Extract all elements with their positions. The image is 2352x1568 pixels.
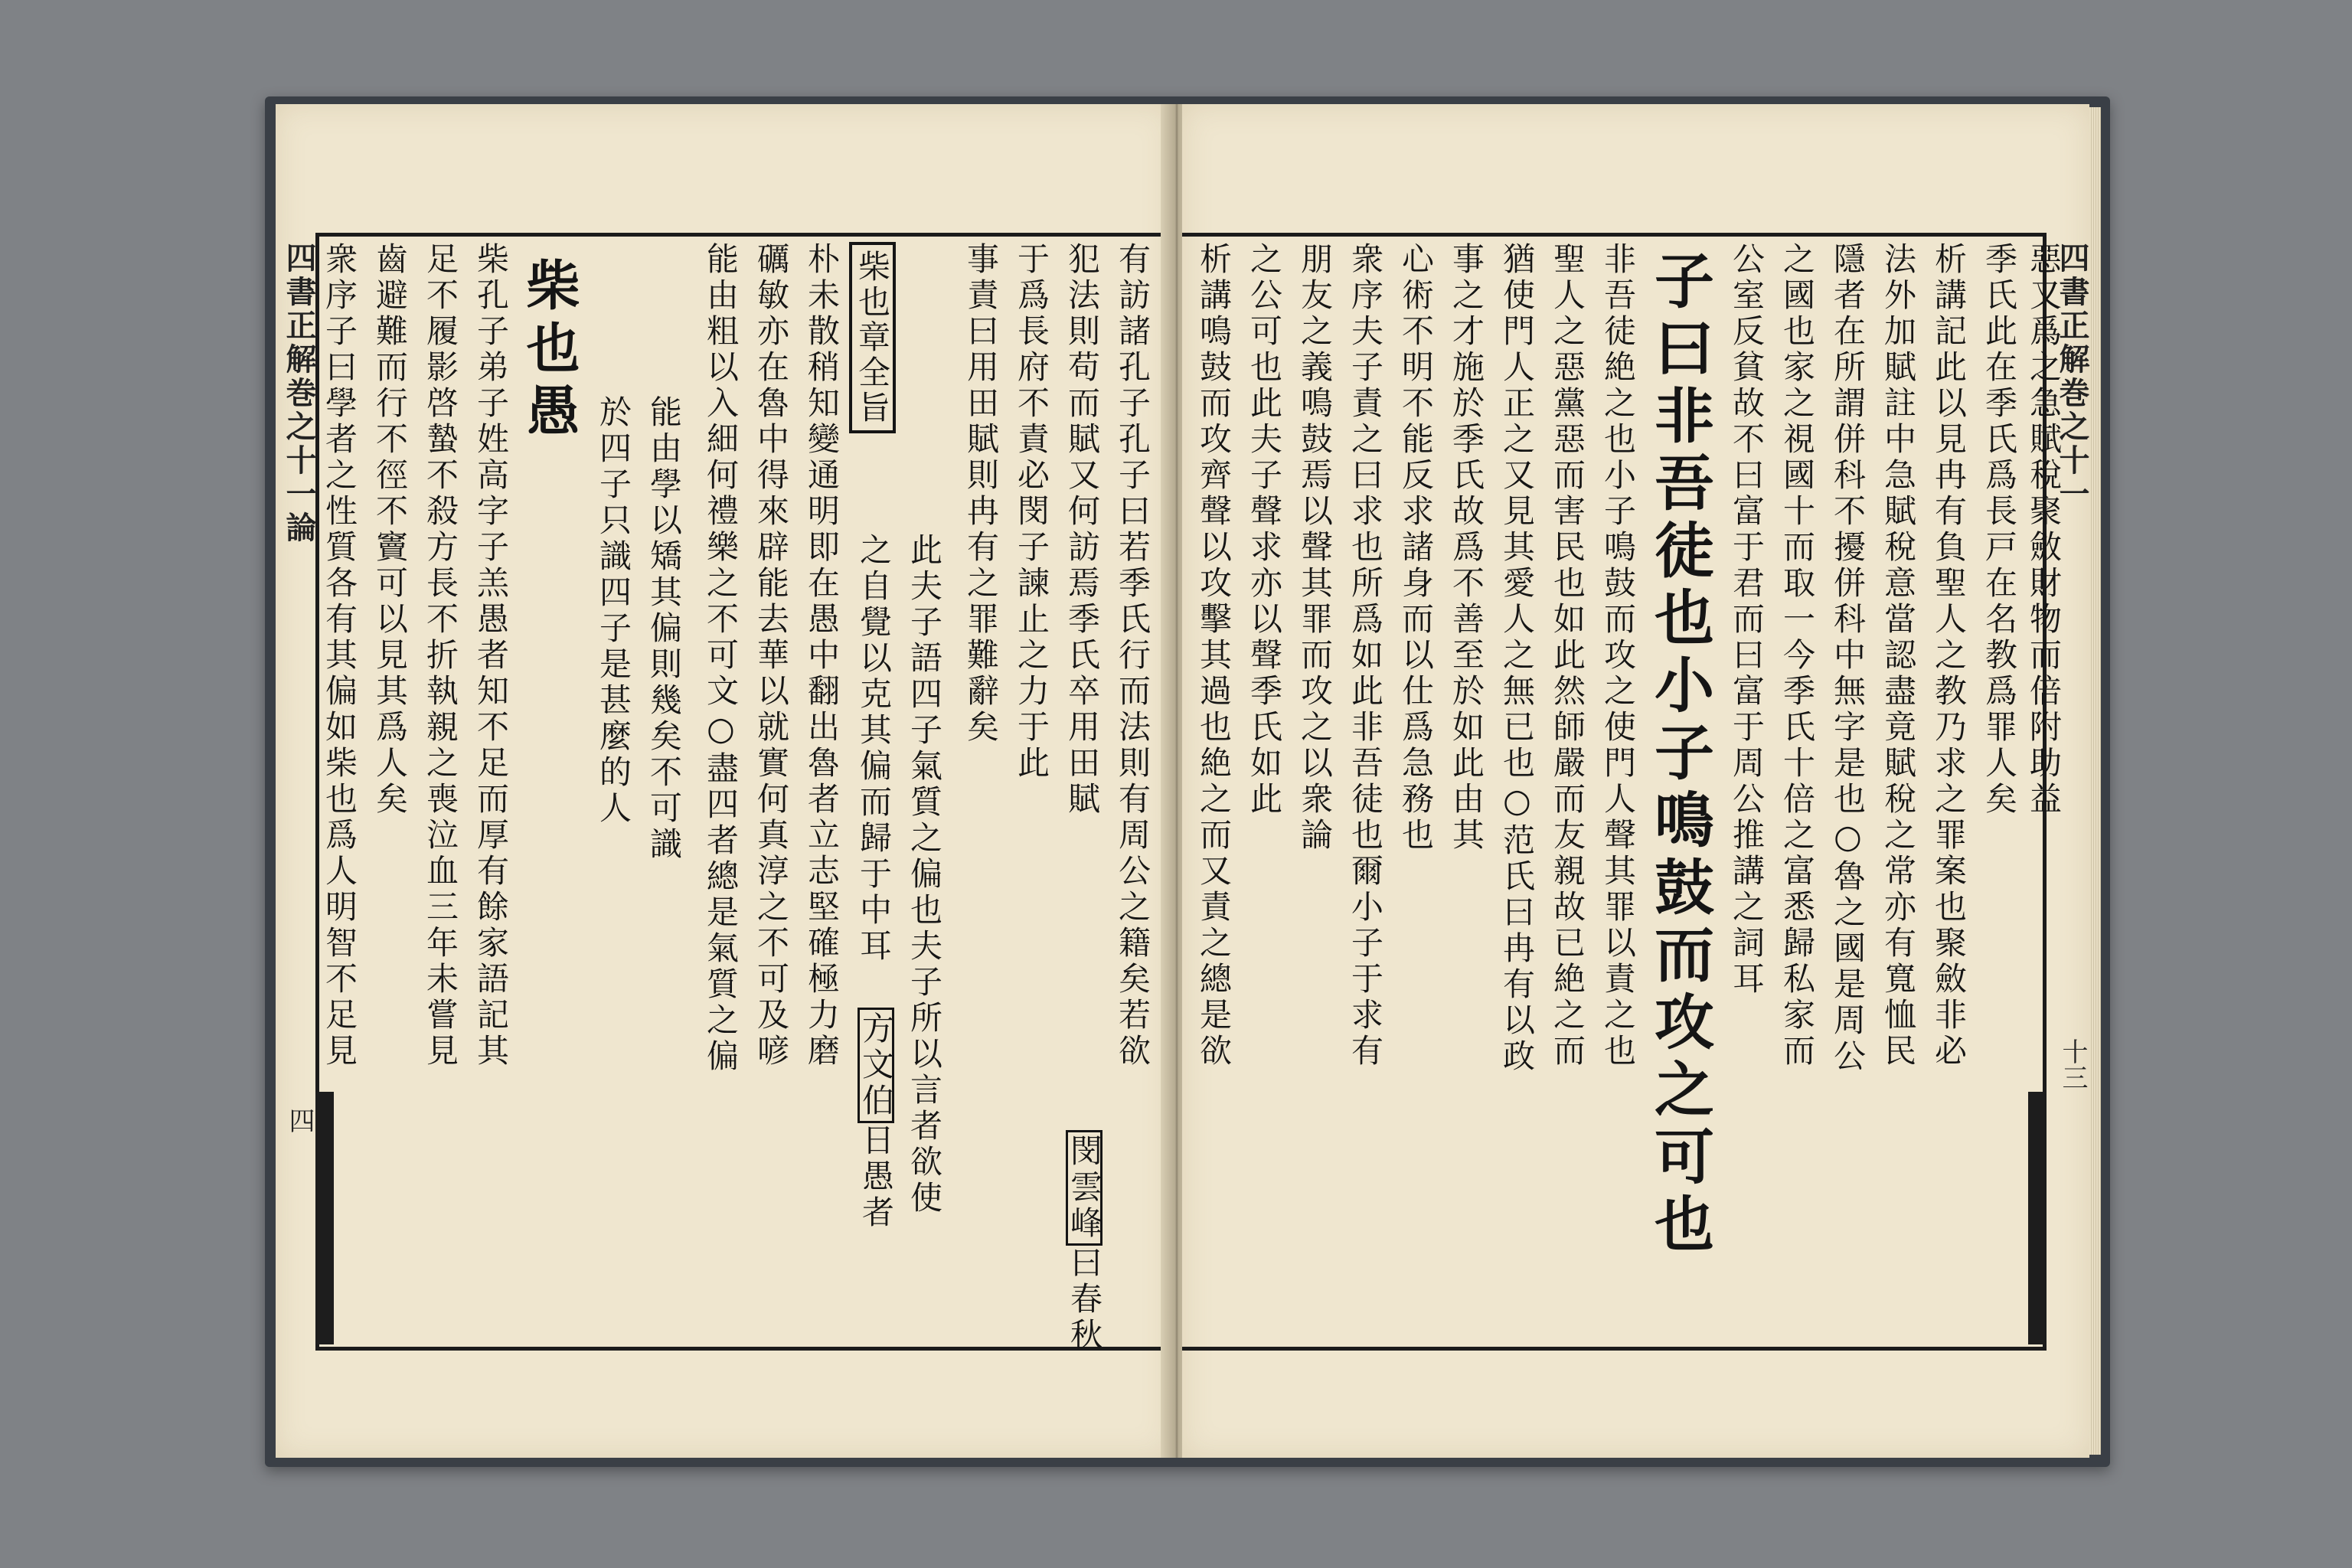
margin-title: 四書正解 [281, 242, 317, 377]
text-column: 公室反貧故不曰富于君而曰富于周公推講之詞耳 [1728, 242, 1766, 998]
text-column: 之公可也此夫子聲求亦以聲季氏如此 [1246, 242, 1283, 818]
text-column: 之自覺以克其偏而歸于中耳 [855, 533, 893, 965]
inline-note [858, 1008, 894, 1231]
inline-box: 方文伯 [858, 1008, 894, 1123]
right-folio: 十三 [2057, 1038, 2088, 1090]
chapter-label-box: 柴也章全旨 [849, 242, 896, 433]
inline-text: 日愚者 [858, 1123, 895, 1231]
left-margin-title [281, 242, 317, 545]
text-column: 隱者在所謂併科不擾併科中無字是也○魯之國是周公 [1829, 242, 1867, 1075]
text-column: 於四子只識四子是甚麼的人 [595, 395, 632, 827]
text-column: 此夫子語四子氣質之偏也夫子所以言者欲使 [906, 533, 943, 1217]
main-text-heading: 子曰非吾徒也小子鳴鼓而攻之可也 [1645, 250, 1714, 1260]
text-column: 非吾徒絶之也小子鳴鼓而攻之使門人聲其罪以責之也 [1599, 242, 1637, 1070]
text-column: 齒避難而行不徑不竇可以見其爲人矣 [371, 242, 409, 818]
text-column: 衆序子曰學者之性質各有其偏如柴也爲人明智不足見 [321, 242, 358, 1070]
text-column: 能由學以矯其偏則幾矣不可識 [645, 395, 683, 863]
margin-volume: 巻之十一 [281, 377, 317, 511]
text-column: 能由粗以入細何禮樂之不可文○盡四者總是氣質之偏 [702, 242, 740, 1075]
margin-volume: 巻之十一 [2054, 377, 2090, 511]
text-column: 于爲長府不責必閔子諫止之力于此 [1013, 242, 1050, 782]
text-column: 事責曰用田賦則冉有之罪難辭矣 [962, 242, 1000, 746]
inline-text: 曰春秋 [1066, 1246, 1103, 1354]
inline-note [1066, 1130, 1102, 1354]
section-heading: 柴也愚 [518, 257, 581, 446]
right-page [1182, 104, 2089, 1458]
open-book [265, 96, 2110, 1467]
right-margin-title [2054, 242, 2090, 511]
text-column: 犯法則苟而賦又何訪焉季氏卒用田賦 [1063, 242, 1101, 818]
text-column: 礪敏亦在魯中得來辟能去華以就實何真淳之不可及喭 [753, 242, 790, 1070]
text-column: 有訪諸孔子孔子曰若季氏行而法則有周公之籍矣若欲 [1114, 242, 1152, 1070]
text-column: 聖人之惡黨惡而害民也如此然師嚴而友親故已絶之而 [1549, 242, 1586, 1070]
margin-section: 論 [281, 511, 317, 545]
text-column: 析講鳴鼓而攻齊聲以攻擊其過也絶之而又責之總是欲 [1195, 242, 1233, 1070]
text-column: 足不履影啓蟄不殺方長不折執親之喪泣血三年未嘗見 [422, 242, 459, 1070]
right-margin-strip [2028, 1092, 2047, 1344]
left-margin-strip [315, 1092, 334, 1344]
text-column: 法外加賦註中急賦稅意當認盡竟賦稅之常亦有寬恤民 [1880, 242, 1917, 1070]
label-column [854, 242, 891, 433]
text-column: 朴未散稍知變通明即在愚中翻出魯者立志堅確極力磨 [803, 242, 841, 1070]
text-column: 之國也家之視國十而取一今季氏十倍之富悉歸私家而 [1779, 242, 1816, 1070]
left-folio: 四 [284, 1107, 315, 1133]
text-column: 柴孔子弟子姓高字子羔愚者知不足而厚有餘家語記其 [472, 242, 510, 1070]
text-column: 心術不明不能反求諸身而以仕爲急務也 [1397, 242, 1435, 854]
text-column: 季氏此在季氏爲長戸在名教爲罪人矣 [1981, 242, 2018, 818]
text-column: 事之才施於季氏故爲不善至於如此由其 [1448, 242, 1485, 854]
left-page [276, 104, 1171, 1458]
inline-box: 閔雲峰 [1066, 1130, 1102, 1246]
margin-title: 四書正解 [2054, 242, 2090, 377]
text-column: 析講記此以見冉有負聖人之教乃求之罪案也聚斂非必 [1930, 242, 1968, 1070]
text-column: 猶使門人正之又見其愛人之無已也○范氏曰冉有以政 [1498, 242, 1536, 1075]
text-column: 朋友之義鳴鼓焉以聲其罪而攻之以衆論 [1296, 242, 1334, 854]
text-column: 惡又爲之急賦稅聚斂財物而倍附助益 [2025, 242, 2063, 818]
text-column: 衆序夫子責之曰求也所爲如此非吾徒也爾小子于求有 [1347, 242, 1384, 1070]
